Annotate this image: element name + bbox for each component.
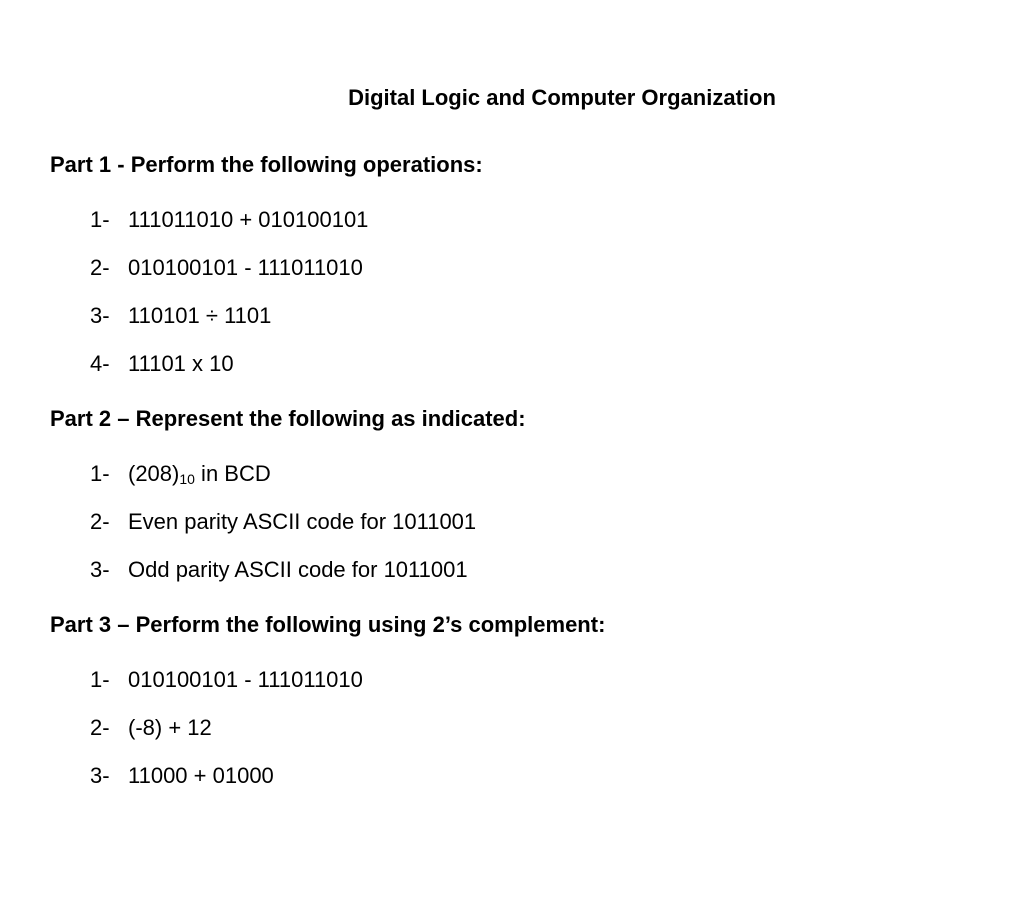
part-3-item-1	[90, 666, 363, 694]
item-text: 110101 ÷ 1101	[128, 303, 272, 328]
item-text: 11000 + 01000	[128, 763, 274, 788]
item-text: 010100101 - 111011010	[128, 667, 363, 692]
item-text: 010100101 - 111011010	[128, 255, 363, 280]
part-2-heading: Part 2 – Represent the following as indicated:	[50, 406, 526, 431]
document-title: Digital Logic and Computer Organization	[348, 85, 776, 110]
item-text: (-8) + 12	[128, 715, 212, 740]
item-text-base: (208)	[128, 461, 180, 486]
item-number: 2-	[90, 255, 110, 280]
part-2-item-2	[90, 508, 476, 536]
item-number: 2-	[90, 715, 110, 740]
part-3-item-3	[90, 762, 274, 790]
item-number: 3-	[90, 557, 110, 582]
item-number: 4-	[90, 351, 110, 376]
item-number: 1-	[90, 207, 110, 232]
item-text-subscript: 10	[179, 471, 195, 487]
part-1-item-3	[90, 302, 271, 330]
item-number: 1-	[90, 667, 110, 692]
item-text-suffix: in BCD	[194, 461, 271, 486]
part-3-heading: Part 3 – Perform the following using 2’s complement:	[50, 612, 606, 637]
item-number: 2-	[90, 509, 110, 534]
item-text: 11101 x 10	[128, 351, 234, 376]
part-1-item-1	[90, 206, 368, 234]
item-text: Even parity ASCII code for 1011001	[128, 509, 477, 534]
part-1-heading: Part 1 - Perform the following operations:	[50, 152, 483, 177]
part-2-item-3	[90, 556, 468, 584]
part-3-item-2	[90, 714, 212, 742]
item-number: 3-	[90, 763, 110, 788]
item-text: Odd parity ASCII code for 1011001	[128, 557, 468, 582]
part-1-item-2	[90, 254, 363, 282]
part-1-item-4	[90, 350, 234, 378]
item-number: 1-	[90, 461, 110, 486]
item-text: 111011010 + 010100101	[128, 207, 369, 232]
part-2-item-1	[90, 460, 271, 493]
item-number: 3-	[90, 303, 110, 328]
